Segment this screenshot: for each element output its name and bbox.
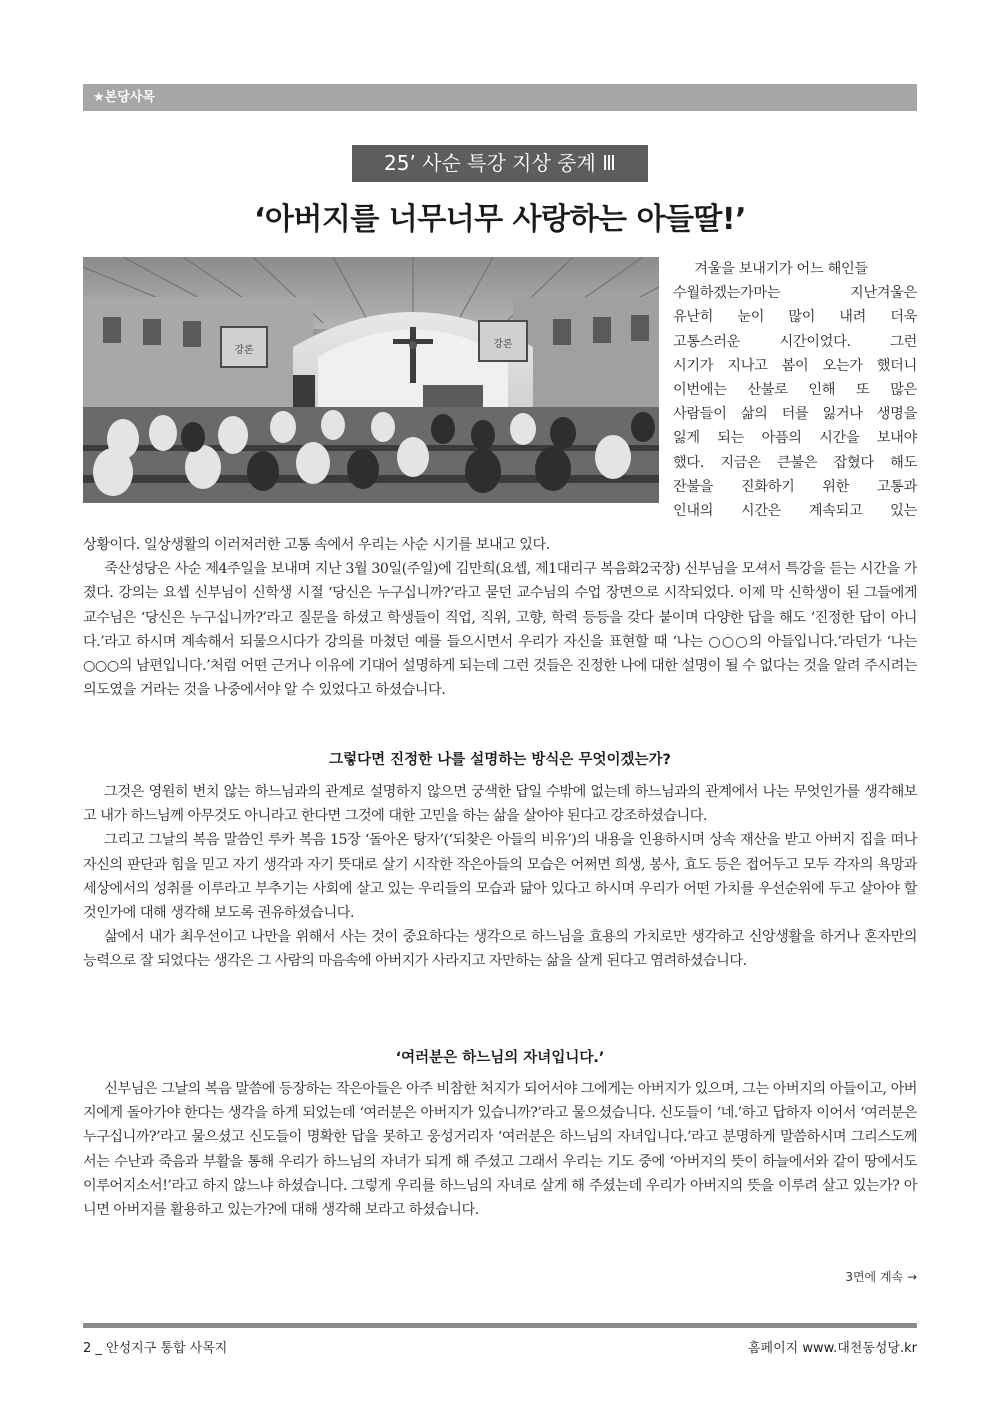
continued-note: 3면에 계속 → [845, 1270, 917, 1284]
body-section-1 [83, 533, 917, 702]
intro-column [673, 257, 917, 523]
section-label: ★본당사목 [83, 84, 917, 111]
intro-line: 겨울을 보내기가 어느 해인들 [694, 261, 868, 277]
intro-tail: 상황이다. 일상생활의 이러저러한 고통 속에서 우리는 사순 시기를 보내고 있다. [83, 537, 550, 553]
intro-line: 유난히 눈이 많이 내려 더욱 [673, 309, 917, 326]
screen-right-text: 강론 [493, 339, 513, 350]
footer-page-label: 2 _ 안성지구 통합 사목지 [83, 1341, 228, 1356]
paragraph: 신부님은 그날의 복음 말씀에 등장하는 작은아들은 아주 비참한 처지가 되어서야 그에게는 아버지가 있으며, 그는 아버지의 아들이고, 아버지에게 돌아가야 한다는 생각을 하게 되었는데 ‘여러분은 아버지가 있습니까?’라고 물으셨습니다. 신도들이 ‘네.’하고 답하자 이어서 ‘여러분은 누구십니까?’라고 물으셨고 신도들이 명확한 답을 못하고 웅성거리자 ‘여러분은 하느님의 자녀입니다.’라고 분명하게 말씀하시며 그리스도께서는 수난과 죽음과 부활을 통해 우리가 하느님의 자녀가 되게 해 주셨고 그래서 우리는 기도 중에 ‘아버지의 뜻이 하늘에서와 같이 땅에서도 이루어지소서!’라고 하지 않느냐 하셨습니다. 그렇게 우리를 하느님의 자녀로 살게 해 주셨는데 우리가 아버지의 뜻을 이루려 살고 있는가? 아니면 아버지를 활용하고 있는가?에 대해 생각해 보라고 하셨습니다. [83, 1081, 917, 1219]
series-title: 25’ 사순 특강 지상 중계 Ⅲ [352, 145, 648, 182]
paragraph: 삶에서 내가 최우선이고 나만을 위해서 사는 것이 중요하다는 생각으로 하느님을 효용의 가치로만 생각하고 신앙생활을 하거나 혼자만의 능력으로 잘 되었다는 생각은 그 사람의 마음속에 아버지가 사라지고 자만하는 삶을 살게 된다고 염려하셨습니다. [83, 929, 917, 970]
body-section-2 [83, 780, 917, 974]
intro-line: 잃게 되는 아픔의 시간을 보내야 [673, 430, 917, 447]
intro-line: 수월하겠는가마는 지난겨울은 [673, 285, 917, 302]
screen-left-text: 강론 [234, 345, 254, 356]
subheading-2: ‘여러분은 하느님의 자녀입니다.’ [395, 1050, 605, 1066]
paragraph: 그리고 그날의 복음 말씀인 루카 복음 15장 ‘돌아온 탕자’(‘되찾은 아들의 비유’)의 내용을 인용하시며 상속 재산을 받고 아버지 집을 떠나 자신의 판단과 힘을 믿고 자기 생각과 자기 뜻대로 살기 시작한 작은아들의 모습은 어쩌면 희생, 봉사, 효도 등은 접어두고 모두 각자의 욕망과 세상에서의 성취를 이루라고 부추기는 사회에 살고 있는 우리들의 모습과 닮아 있다고 하시며 우리가 어떤 가치를 우선순위에 두고 살아야 할 것인가에 대해 생각해 보도록 권유하셨습니다. [83, 832, 917, 922]
subheading-1: 그렇다면 진정한 나를 설명하는 방식은 무엇이겠는가? [329, 752, 671, 768]
paragraph: 그것은 영원히 변치 않는 하느님과의 관계로 설명하지 않으면 궁색한 답일 수밖에 없는데 하느님과의 관계에서 나는 무엇인가를 생각해보고 내가 하느님께 아무것도 아니라고 한다면 그것에 대한 고민을 하는 삶을 살아야 된다고 강조하셨습니다. [83, 784, 917, 825]
intro-line: 시기가 지나고 봄이 오는가 했더니 [673, 357, 917, 374]
intro-line: 사람들이 삶의 터를 잃거나 생명을 [673, 406, 917, 423]
intro-line: 인내의 시간은 계속되고 있는 [673, 503, 917, 520]
intro-line: 잔불을 진화하기 위한 고통과 [673, 478, 917, 495]
intro-line: 고통스러운 시간이었다. 그런 [673, 333, 917, 350]
headline: ‘아버지를 너무너무 사랑하는 아들딸!’ [253, 202, 746, 237]
paragraph: 죽산성당은 사순 제4주일을 보내며 지난 3월 30일(주일)에 김만희(요셉, 제1대리구 복음화2국장) 신부님을 모셔서 특강을 듣는 시간을 가졌다. 강의는 요셉 신부님이 신학생 시절 ‘당신은 누구십니까?’라고 묻던 교수님의 수업 장면으로 시작되었다. 이제 막 신학생이 된 그들에게 교수님은 ‘당신은 누구십니까?’라고 질문을 하셨고 학생들이 직업, 직위, 고향, 학력 등등을 갖다 붙이며 다양한 답을 해도 ‘진정한 답이 아니다.’라고 하시며 계속해서 되물으시다가 강의를 마쳤던 예를 들으시면서 우리가 자신을 표현할 때 ‘나는 ○○○의 아들입니다.’라던가 ‘나는 ○○○의 남편입니다.’처럼 어떤 근거나 이유에 기대어 설명하게 되는데 그런 것들은 진정한 나에 대한 설명이 될 수 없다는 것을 알려 주시려는 의도였을 거라는 것을 나중에서야 알 수 있었다고 하셨습니다. [83, 561, 917, 699]
footer-divider [83, 1323, 917, 1328]
footer-homepage: 홈페이지 www.대천동성당.kr [748, 1341, 917, 1356]
body-section-3 [83, 1077, 917, 1222]
church-photo [83, 257, 659, 503]
intro-line: 이번에는 산불로 인해 또 많은 [673, 382, 917, 399]
intro-line: 했다. 지금은 큰불은 잡혔다 해도 [673, 454, 917, 471]
